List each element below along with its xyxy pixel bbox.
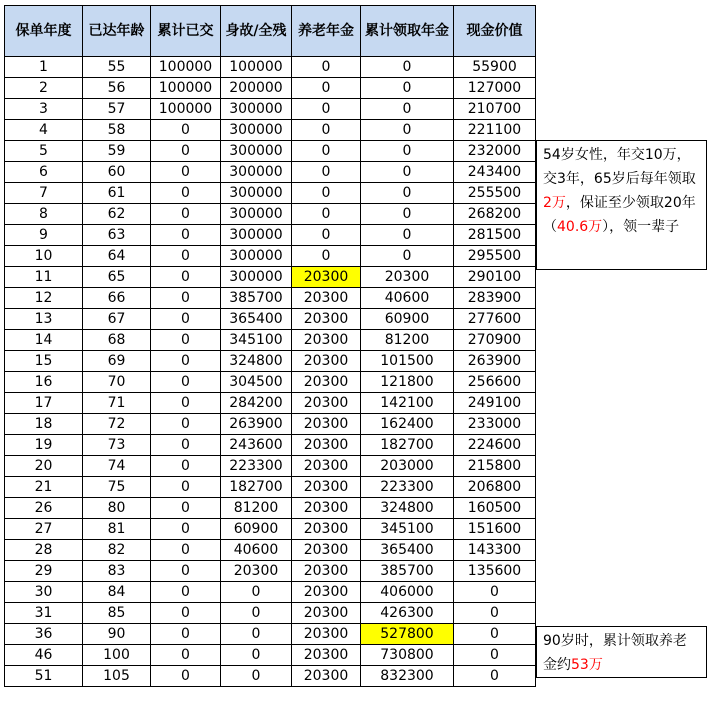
- cell-age: 55: [83, 57, 151, 78]
- cell-cumulative-annuity: 223300: [361, 477, 454, 498]
- cell-death-benefit: 0: [221, 582, 292, 603]
- table-row: [5, 120, 536, 141]
- cell-death-benefit: 300000: [221, 99, 292, 120]
- cell-annuity: 0: [292, 78, 361, 99]
- cell-cash-value: 243400: [454, 162, 536, 183]
- cell-policy-year: 21: [5, 477, 83, 498]
- cell-annuity: 20300: [292, 666, 361, 687]
- cell-policy-year: 26: [5, 498, 83, 519]
- table-row: [5, 351, 536, 372]
- cell-annuity: 20300: [292, 582, 361, 603]
- cell-policy-year: 30: [5, 582, 83, 603]
- table-row: [5, 267, 536, 288]
- cell-age: 59: [83, 141, 151, 162]
- table-row: [5, 540, 536, 561]
- cell-cash-value: 210700: [454, 99, 536, 120]
- cell-cumulative-annuity: 0: [361, 99, 454, 120]
- cell-premium-paid: 0: [151, 624, 221, 645]
- col-header-cash-value: 现金价值: [454, 6, 536, 57]
- cell-annuity: 0: [292, 225, 361, 246]
- col-header-age: 已达年龄: [83, 6, 151, 57]
- cell-policy-year: 3: [5, 99, 83, 120]
- cell-premium-paid: 0: [151, 204, 221, 225]
- cell-premium-paid: 0: [151, 267, 221, 288]
- cell-annuity: 20300: [292, 393, 361, 414]
- note-summary-text-3: ），领一辈子: [602, 219, 680, 235]
- cell-premium-paid: 0: [151, 561, 221, 582]
- cell-premium-paid: 0: [151, 456, 221, 477]
- cell-cash-value: 0: [454, 582, 536, 603]
- table-row: [5, 78, 536, 99]
- cell-age: 60: [83, 162, 151, 183]
- cell-age: 56: [83, 78, 151, 99]
- note-summary-text-2: ，保证至少领取20年（: [543, 195, 696, 235]
- cell-death-benefit: 20300: [221, 561, 292, 582]
- cell-cash-value: 263900: [454, 351, 536, 372]
- table-row: [5, 666, 536, 687]
- cell-cumulative-annuity: 101500: [361, 351, 454, 372]
- table-row: [5, 561, 536, 582]
- cell-annuity: 20300: [292, 477, 361, 498]
- table-row: [5, 477, 536, 498]
- cell-annuity: 20300: [292, 435, 361, 456]
- cell-annuity: 0: [292, 204, 361, 225]
- table-row: [5, 204, 536, 225]
- cell-cash-value: 249100: [454, 393, 536, 414]
- cell-premium-paid: 100000: [151, 99, 221, 120]
- cell-annuity: 20300: [292, 519, 361, 540]
- cell-annuity: 20300: [292, 330, 361, 351]
- table-row: [5, 288, 536, 309]
- cell-death-benefit: 223300: [221, 456, 292, 477]
- cell-age: 74: [83, 456, 151, 477]
- table-row: [5, 645, 536, 666]
- cell-cash-value: 0: [454, 666, 536, 687]
- cell-death-benefit: 0: [221, 603, 292, 624]
- cell-cash-value: 233000: [454, 414, 536, 435]
- cell-premium-paid: 0: [151, 120, 221, 141]
- cell-cumulative-annuity: 0: [361, 78, 454, 99]
- cell-policy-year: 28: [5, 540, 83, 561]
- cell-annuity: 0: [292, 183, 361, 204]
- cell-age: 65: [83, 267, 151, 288]
- cell-cumulative-annuity: 0: [361, 120, 454, 141]
- table-row: [5, 393, 536, 414]
- cell-cumulative-annuity: 182700: [361, 435, 454, 456]
- cell-cash-value: 270900: [454, 330, 536, 351]
- table-row: [5, 99, 536, 120]
- col-header-policy-year: 保单年度: [5, 6, 83, 57]
- cell-premium-paid: 0: [151, 540, 221, 561]
- cell-premium-paid: 0: [151, 414, 221, 435]
- cell-cumulative-annuity: 365400: [361, 540, 454, 561]
- cell-cumulative-annuity: 121800: [361, 372, 454, 393]
- cell-age: 61: [83, 183, 151, 204]
- col-header-cumulative-annuity: 累计领取年金: [361, 6, 454, 57]
- table-row: [5, 414, 536, 435]
- table-row: [5, 141, 536, 162]
- cell-age: 57: [83, 99, 151, 120]
- cell-age: 58: [83, 120, 151, 141]
- cell-death-benefit: 100000: [221, 57, 292, 78]
- cell-death-benefit: 300000: [221, 204, 292, 225]
- table-row: [5, 372, 536, 393]
- cell-cash-value: 277600: [454, 309, 536, 330]
- cell-age: 67: [83, 309, 151, 330]
- cell-cumulative-annuity: 142100: [361, 393, 454, 414]
- table-row: [5, 330, 536, 351]
- cell-policy-year: 31: [5, 603, 83, 624]
- cell-age: 84: [83, 582, 151, 603]
- cell-cumulative-annuity: 203000: [361, 456, 454, 477]
- table-row: [5, 456, 536, 477]
- cell-premium-paid: 100000: [151, 57, 221, 78]
- cell-annuity: 20300: [292, 456, 361, 477]
- cell-premium-paid: 0: [151, 330, 221, 351]
- cell-policy-year: 18: [5, 414, 83, 435]
- table-row: [5, 498, 536, 519]
- cell-death-benefit: 300000: [221, 225, 292, 246]
- cell-cumulative-annuity: 81200: [361, 330, 454, 351]
- cell-cumulative-annuity: 0: [361, 246, 454, 267]
- cell-age: 72: [83, 414, 151, 435]
- cell-age: 71: [83, 393, 151, 414]
- cell-cash-value: 281500: [454, 225, 536, 246]
- cell-policy-year: 17: [5, 393, 83, 414]
- policy-benefit-table: [4, 5, 536, 687]
- cell-death-benefit: 81200: [221, 498, 292, 519]
- cell-premium-paid: 100000: [151, 78, 221, 99]
- cell-policy-year: 19: [5, 435, 83, 456]
- cell-cash-value: 295500: [454, 246, 536, 267]
- cell-annuity: 0: [292, 162, 361, 183]
- table-row: [5, 246, 536, 267]
- cell-cumulative-annuity: 20300: [361, 267, 454, 288]
- cell-death-benefit: 200000: [221, 78, 292, 99]
- cell-age: 80: [83, 498, 151, 519]
- cell-annuity: 0: [292, 141, 361, 162]
- cell-cumulative-annuity: 0: [361, 57, 454, 78]
- cell-annuity: 20300: [292, 372, 361, 393]
- cell-age: 68: [83, 330, 151, 351]
- cell-policy-year: 11: [5, 267, 83, 288]
- cell-policy-year: 29: [5, 561, 83, 582]
- cell-policy-year: 7: [5, 183, 83, 204]
- cell-cash-value: 127000: [454, 78, 536, 99]
- cell-age: 63: [83, 225, 151, 246]
- cell-premium-paid: 0: [151, 477, 221, 498]
- cell-cumulative-annuity: 162400: [361, 414, 454, 435]
- cell-age: 70: [83, 372, 151, 393]
- table-row: [5, 519, 536, 540]
- cell-annuity: 20300: [292, 351, 361, 372]
- cell-annuity: 20300: [292, 645, 361, 666]
- cell-cash-value: 256600: [454, 372, 536, 393]
- cell-age: 100: [83, 645, 151, 666]
- cell-age: 64: [83, 246, 151, 267]
- note-age-90: [536, 626, 707, 678]
- cell-cumulative-annuity: 527800: [361, 624, 454, 645]
- table-row: [5, 162, 536, 183]
- table-row: [5, 57, 536, 78]
- cell-age: 81: [83, 519, 151, 540]
- cell-death-benefit: 0: [221, 645, 292, 666]
- cell-death-benefit: 60900: [221, 519, 292, 540]
- cell-premium-paid: 0: [151, 351, 221, 372]
- note-summary: [536, 140, 707, 270]
- cell-age: 73: [83, 435, 151, 456]
- cell-annuity: 0: [292, 120, 361, 141]
- cell-premium-paid: 0: [151, 435, 221, 456]
- cell-death-benefit: 40600: [221, 540, 292, 561]
- cell-cash-value: 221100: [454, 120, 536, 141]
- cell-annuity: 0: [292, 99, 361, 120]
- cell-premium-paid: 0: [151, 372, 221, 393]
- cell-cumulative-annuity: 40600: [361, 288, 454, 309]
- cell-policy-year: 27: [5, 519, 83, 540]
- cell-premium-paid: 0: [151, 645, 221, 666]
- cell-cumulative-annuity: 0: [361, 162, 454, 183]
- cell-death-benefit: 284200: [221, 393, 292, 414]
- note-annual-amount: 2万: [543, 195, 566, 211]
- cell-cash-value: 290100: [454, 267, 536, 288]
- cell-death-benefit: 345100: [221, 330, 292, 351]
- cell-cumulative-annuity: 0: [361, 225, 454, 246]
- note-age-90-amount: 53万: [571, 657, 603, 673]
- cell-cumulative-annuity: 385700: [361, 561, 454, 582]
- cell-annuity: 20300: [292, 540, 361, 561]
- note-age-90-text: 90岁时，累计领取养老金约: [543, 633, 687, 673]
- cell-cumulative-annuity: 324800: [361, 498, 454, 519]
- cell-death-benefit: 182700: [221, 477, 292, 498]
- cell-cash-value: 160500: [454, 498, 536, 519]
- cell-policy-year: 16: [5, 372, 83, 393]
- cell-cash-value: 143300: [454, 540, 536, 561]
- cell-policy-year: 10: [5, 246, 83, 267]
- cell-premium-paid: 0: [151, 519, 221, 540]
- table-header-row: [5, 6, 536, 57]
- cell-cumulative-annuity: 345100: [361, 519, 454, 540]
- cell-death-benefit: 300000: [221, 246, 292, 267]
- cell-cumulative-annuity: 832300: [361, 666, 454, 687]
- cell-cash-value: 206800: [454, 477, 536, 498]
- cell-death-benefit: 263900: [221, 414, 292, 435]
- cell-death-benefit: 324800: [221, 351, 292, 372]
- cell-age: 62: [83, 204, 151, 225]
- cell-age: 75: [83, 477, 151, 498]
- cell-policy-year: 5: [5, 141, 83, 162]
- cell-annuity: 0: [292, 57, 361, 78]
- cell-annuity: 20300: [292, 309, 361, 330]
- cell-cash-value: 135600: [454, 561, 536, 582]
- cell-annuity: 20300: [292, 498, 361, 519]
- cell-annuity: 20300: [292, 624, 361, 645]
- cell-premium-paid: 0: [151, 603, 221, 624]
- cell-age: 69: [83, 351, 151, 372]
- table-row: [5, 183, 536, 204]
- table-row: [5, 309, 536, 330]
- cell-premium-paid: 0: [151, 666, 221, 687]
- cell-age: 82: [83, 540, 151, 561]
- cell-death-benefit: 0: [221, 624, 292, 645]
- cell-annuity: 20300: [292, 267, 361, 288]
- note-summary-text: 54岁女性，年交10万，交3年，65岁后每年领取: [543, 147, 696, 187]
- table-row: [5, 435, 536, 456]
- cell-annuity: 0: [292, 246, 361, 267]
- cell-death-benefit: 300000: [221, 141, 292, 162]
- cell-death-benefit: 304500: [221, 372, 292, 393]
- cell-death-benefit: 385700: [221, 288, 292, 309]
- col-header-death-benefit: 身故/全残: [221, 6, 292, 57]
- cell-cash-value: 55900: [454, 57, 536, 78]
- cell-age: 66: [83, 288, 151, 309]
- cell-policy-year: 2: [5, 78, 83, 99]
- cell-premium-paid: 0: [151, 183, 221, 204]
- table-row: [5, 603, 536, 624]
- cell-premium-paid: 0: [151, 393, 221, 414]
- cell-age: 105: [83, 666, 151, 687]
- table-row: [5, 582, 536, 603]
- cell-death-benefit: 300000: [221, 162, 292, 183]
- cell-cumulative-annuity: 730800: [361, 645, 454, 666]
- cell-cumulative-annuity: 426300: [361, 603, 454, 624]
- cell-premium-paid: 0: [151, 582, 221, 603]
- cell-cumulative-annuity: 0: [361, 204, 454, 225]
- cell-policy-year: 6: [5, 162, 83, 183]
- table-row: [5, 624, 536, 645]
- cell-cumulative-annuity: 60900: [361, 309, 454, 330]
- cell-death-benefit: 300000: [221, 267, 292, 288]
- cell-cash-value: 151600: [454, 519, 536, 540]
- cell-premium-paid: 0: [151, 309, 221, 330]
- cell-policy-year: 15: [5, 351, 83, 372]
- cell-policy-year: 46: [5, 645, 83, 666]
- cell-premium-paid: 0: [151, 498, 221, 519]
- cell-premium-paid: 0: [151, 288, 221, 309]
- cell-premium-paid: 0: [151, 141, 221, 162]
- cell-policy-year: 36: [5, 624, 83, 645]
- cell-death-benefit: 365400: [221, 309, 292, 330]
- cell-cash-value: 255500: [454, 183, 536, 204]
- cell-policy-year: 8: [5, 204, 83, 225]
- cell-cash-value: 224600: [454, 435, 536, 456]
- cell-policy-year: 9: [5, 225, 83, 246]
- cell-annuity: 20300: [292, 288, 361, 309]
- cell-death-benefit: 0: [221, 666, 292, 687]
- cell-death-benefit: 300000: [221, 183, 292, 204]
- cell-cash-value: 232000: [454, 141, 536, 162]
- col-header-annuity: 养老年金: [292, 6, 361, 57]
- cell-death-benefit: 300000: [221, 120, 292, 141]
- cell-cumulative-annuity: 0: [361, 183, 454, 204]
- cell-cash-value: 0: [454, 624, 536, 645]
- cell-cash-value: 0: [454, 645, 536, 666]
- cell-annuity: 20300: [292, 414, 361, 435]
- cell-policy-year: 1: [5, 57, 83, 78]
- cell-policy-year: 51: [5, 666, 83, 687]
- cell-age: 83: [83, 561, 151, 582]
- cell-premium-paid: 0: [151, 225, 221, 246]
- cell-age: 85: [83, 603, 151, 624]
- cell-death-benefit: 243600: [221, 435, 292, 456]
- cell-cash-value: 215800: [454, 456, 536, 477]
- cell-policy-year: 13: [5, 309, 83, 330]
- cell-policy-year: 20: [5, 456, 83, 477]
- col-header-premium-paid: 累计已交: [151, 6, 221, 57]
- cell-cumulative-annuity: 406000: [361, 582, 454, 603]
- cell-premium-paid: 0: [151, 162, 221, 183]
- cell-policy-year: 14: [5, 330, 83, 351]
- cell-cash-value: 268200: [454, 204, 536, 225]
- note-guaranteed-total: 40.6万: [557, 219, 603, 235]
- cell-cumulative-annuity: 0: [361, 141, 454, 162]
- table-row: [5, 225, 536, 246]
- cell-cash-value: 0: [454, 603, 536, 624]
- cell-premium-paid: 0: [151, 246, 221, 267]
- cell-policy-year: 12: [5, 288, 83, 309]
- cell-cash-value: 283900: [454, 288, 536, 309]
- cell-policy-year: 4: [5, 120, 83, 141]
- cell-annuity: 20300: [292, 561, 361, 582]
- cell-annuity: 20300: [292, 603, 361, 624]
- cell-age: 90: [83, 624, 151, 645]
